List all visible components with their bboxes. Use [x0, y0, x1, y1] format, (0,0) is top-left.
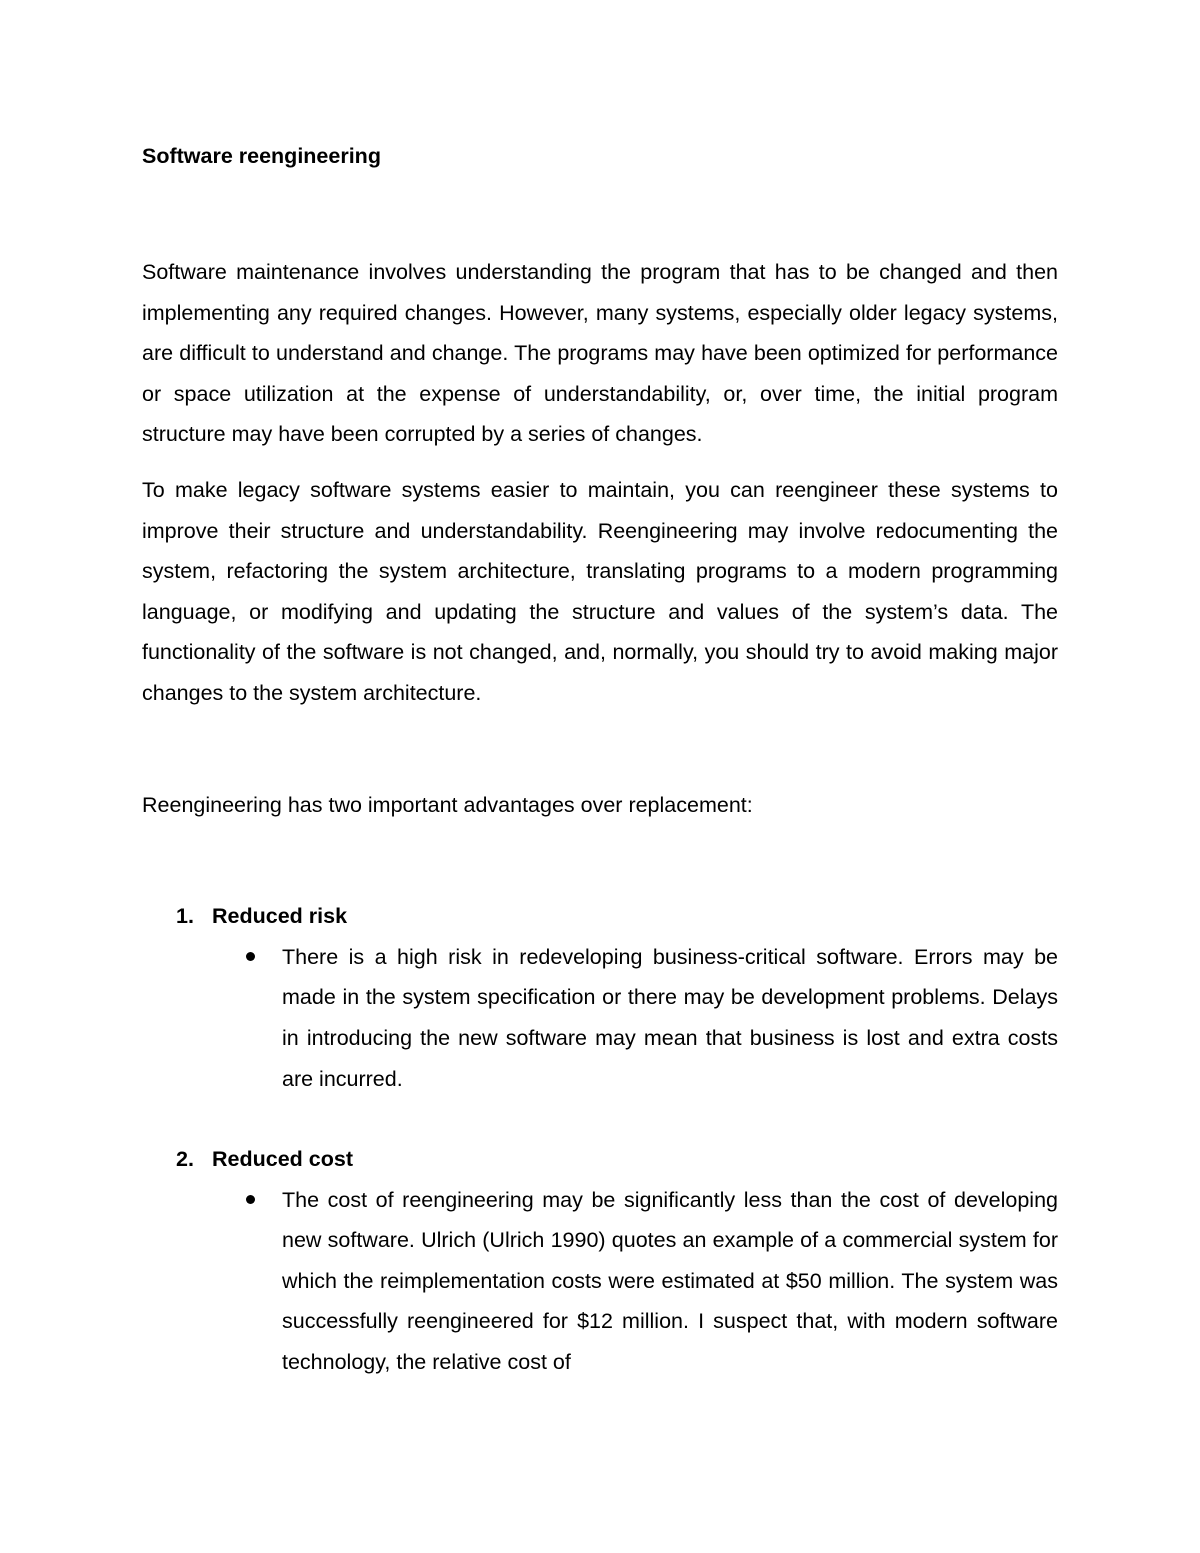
bullet-item: [142, 937, 1058, 1099]
bullet-text: There is a high risk in redeveloping business-critical software. Errors may be made in the system specification or there may be development problems. Delays in introducing the new software may mean that business is lost and extra costs are incurred.: [282, 944, 1058, 1091]
advantage-item-reduced-risk: [142, 896, 1058, 1099]
document-title: Software reengineering: [142, 144, 381, 168]
advantage-heading: Reduced cost: [212, 1147, 353, 1172]
list-number: 1.: [176, 904, 194, 929]
advantage-item-reduced-cost: [142, 1139, 1058, 1383]
advantage-heading: Reduced risk: [212, 904, 348, 929]
bullet-text: The cost of reengineering may be significantly less than the cost of developing new software. Ulrich (Ulrich 1990) quotes an example of a commercial system for which the reimplementation costs were estimated at $50 million. The system was successfully reengineered for $12 million. I suspect that, with modern software technology, the relative cost of: [282, 1187, 1058, 1375]
bullet-list: [212, 937, 1058, 1099]
list-number: 2.: [176, 1147, 194, 1172]
bullet-icon: [246, 1195, 255, 1204]
paragraph-maintenance: Software maintenance involves understanding the program that has to be changed and then implementing any required changes. However, many systems, especially older legacy systems, are difficult to understand and change. The programs may have been optimized for performance or space utilization at the expense of understandability, or, over time, the initial program structure may have been corrupted by a series of changes.: [142, 260, 1058, 447]
advantages-intro: Reengineering has two important advantages over replacement:: [142, 792, 753, 817]
paragraph-legacy-systems: To make legacy software systems easier to maintain, you can reengineer these systems to improve their structure and understandability. Reengineering may involve redocumenting the system, refactoring the system architecture, translating programs to a modern programming language, or modifying and updating the structure and values of the system’s data. The functionality of the software is not changed, and, normally, you should try to avoid making major changes to the system architecture.: [142, 477, 1058, 705]
bullet-list: [212, 1180, 1058, 1383]
bullet-item: [142, 1180, 1058, 1383]
bullet-icon: [246, 952, 255, 961]
advantages-list: [142, 896, 1058, 1383]
